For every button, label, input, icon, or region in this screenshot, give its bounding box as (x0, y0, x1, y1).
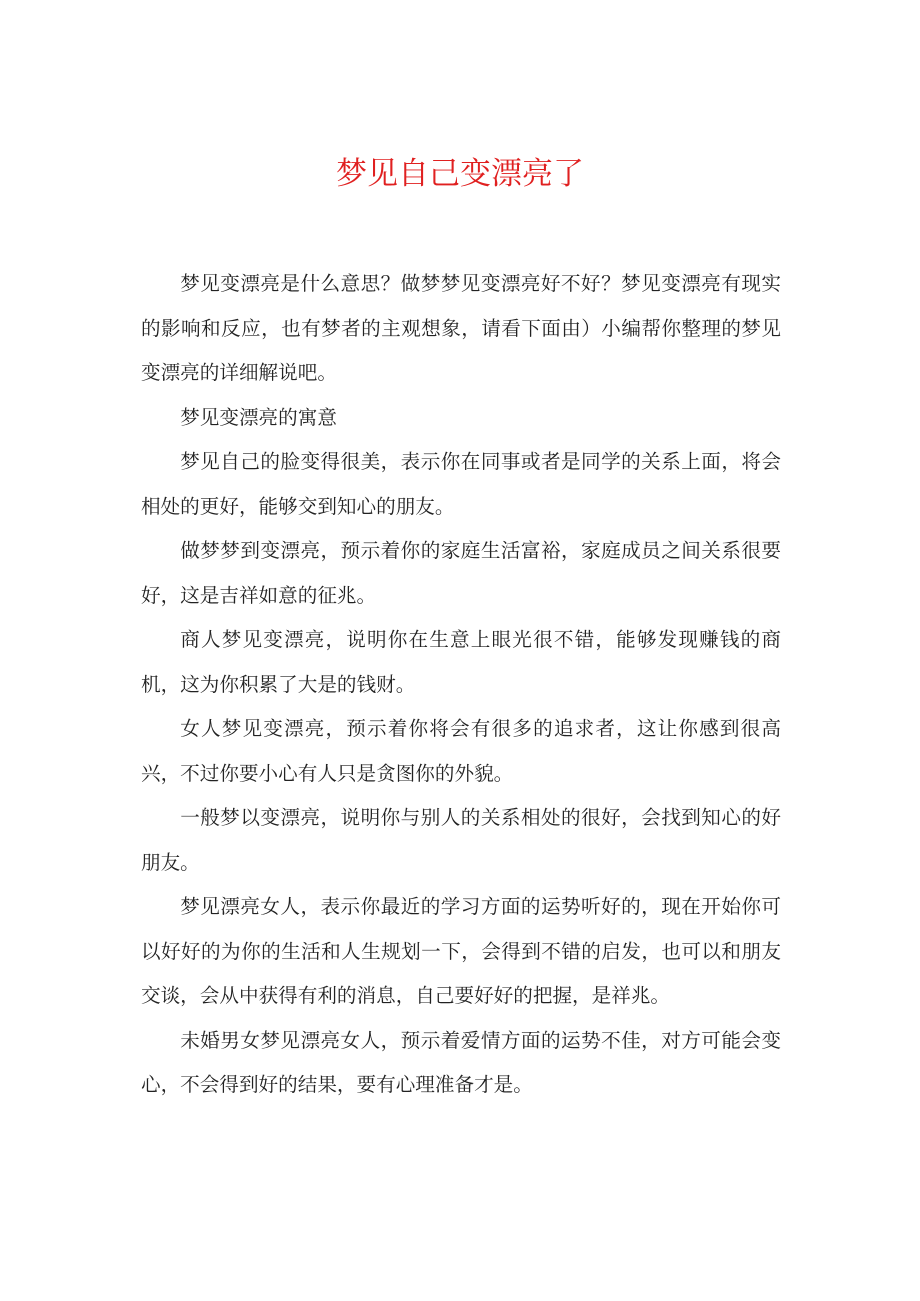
paragraph-unmarried: 未婚男女梦见漂亮女人，预示着爱情方面的运势不佳，对方可能会变心，不会得到好的结果，要有心理准备才是。 (141, 1028, 781, 1096)
paragraph-dream-become-pretty: 做梦梦到变漂亮，预示着你的家庭生活富裕，家庭成员之间关系很要好，这是吉祥如意的征兆。 (141, 539, 781, 607)
document-title: 梦见自己变漂亮了 (336, 156, 584, 192)
section-heading-meaning: 梦见变漂亮的寓意 (180, 405, 337, 429)
paragraph-merchant: 商人梦见变漂亮，说明你在生意上眼光很不错，能够发现赚钱的商机，这为你积累了大是的钱财。 (141, 628, 781, 696)
paragraph-face-beautiful: 梦见自己的脸变得很美，表示你在同事或者是同学的关系上面，将会相处的更好，能够交到知心的朋友。 (141, 450, 781, 518)
paragraph-pretty-woman: 梦见漂亮女人，表示你最近的学习方面的运势听好的，现在开始你可以好好的为你的生活和人生规划一下，会得到不错的启发，也可以和朋友交谈，会从中获得有利的消息，自己要好好的把握，是祥兆。 (141, 895, 781, 1007)
paragraph-general: 一般梦以变漂亮，说明你与别人的关系相处的很好，会找到知心的好朋友。 (141, 806, 781, 874)
paragraph-intro: 梦见变漂亮是什么意思？做梦梦见变漂亮好不好？梦见变漂亮有现实的影响和反应，也有梦者的主观想象，请看下面由）小编帮你整理的梦见变漂亮的详细解说吧。 (141, 272, 781, 384)
document-body (141, 262, 781, 1108)
paragraph-woman: 女人梦见变漂亮，预示着你将会有很多的追求者，这让你感到很高兴，不过你要小心有人只是贪图你的外貌。 (141, 717, 781, 785)
